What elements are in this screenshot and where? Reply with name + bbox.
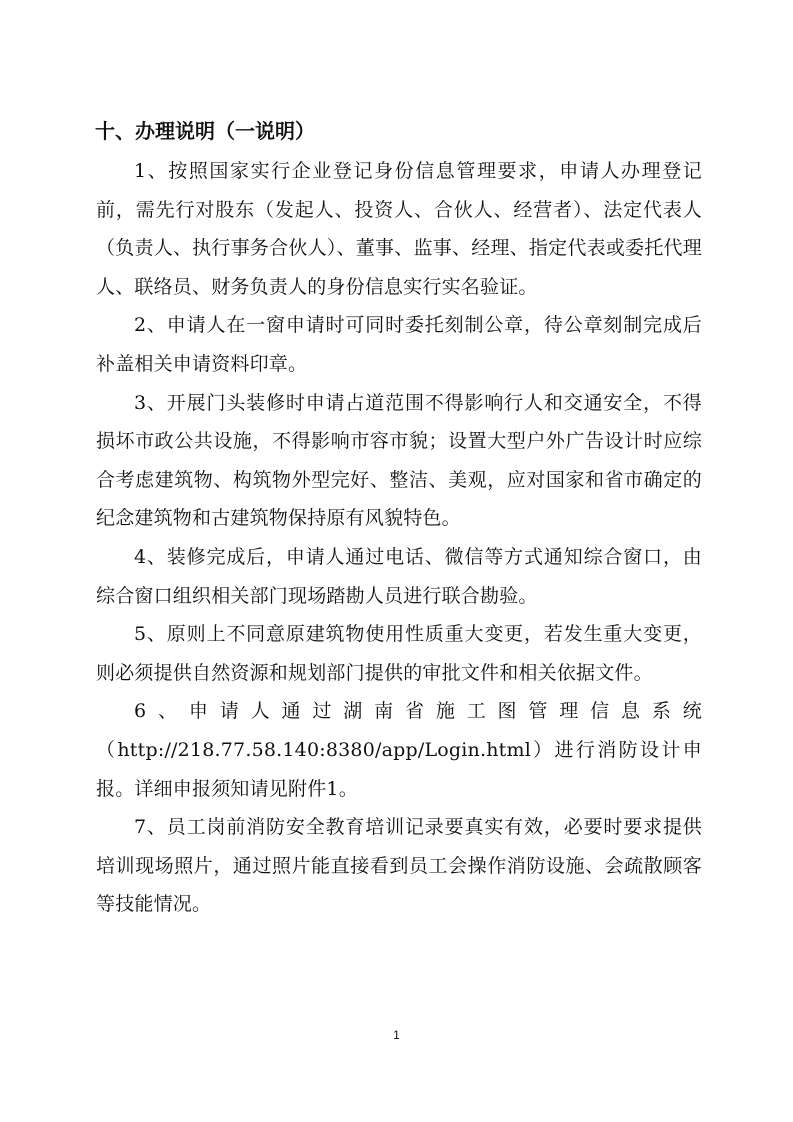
instruction-paragraph-2: 2、申请人在一窗申请时可同时委托刻制公章，待公章刻制完成后补盖相关申请资料印章。 [96, 314, 702, 375]
instruction-paragraph-1: 1、按照国家实行企业登记身份信息管理要求，申请人办理登记前，需先行对股东（发起人、投资人、合伙人、经营者）、法定代表人（负责人、执行事务合伙人）、董事、监事、经理、指定代表或委托代理人、联络员、财务负责人的身份信息实行实名验证。 [96, 160, 702, 298]
instruction-paragraph-5: 5、原则上不同意原建筑物使用性质重大变更，若发生重大变更，则必须提供自然资源和规划部门提供的审批文件和相关依据文件。 [96, 623, 702, 684]
instruction-paragraph-4: 4、装修完成后，申请人通过电话、微信等方式通知综合窗口，由综合窗口组织相关部门现场踏勘人员进行联合勘验。 [96, 545, 702, 607]
instruction-paragraph-7: 7、员工岗前消防安全教育培训记录要真实有效，必要时要求提供培训现场照片，通过照片能直接看到员工会操作消防设施、会疏散顾客等技能情况。 [96, 816, 702, 916]
section-heading: 十、办理说明（一说明） [95, 119, 315, 143]
instruction-paragraph-6: 6、申请人通过湖南省施工图管理信息系统（http://218.77.58.140:8380/app/Login.html）进行消防设计申报。详细申报须知请见附件1。 [96, 700, 702, 800]
page-number: 1 [393, 1028, 400, 1042]
instructions-body [96, 152, 702, 924]
instruction-paragraph-3: 3、开展门头装修时申请占道范围不得影响行人和交通安全，不得损坏市政公共设施，不得影响市容市貌；设置大型户外广告设计时应综合考虑建筑物、构筑物外型完好、整洁、美观，应对国家和省市确定的纪念建筑物和古建筑物保持原有风貌特色。 [96, 391, 702, 530]
